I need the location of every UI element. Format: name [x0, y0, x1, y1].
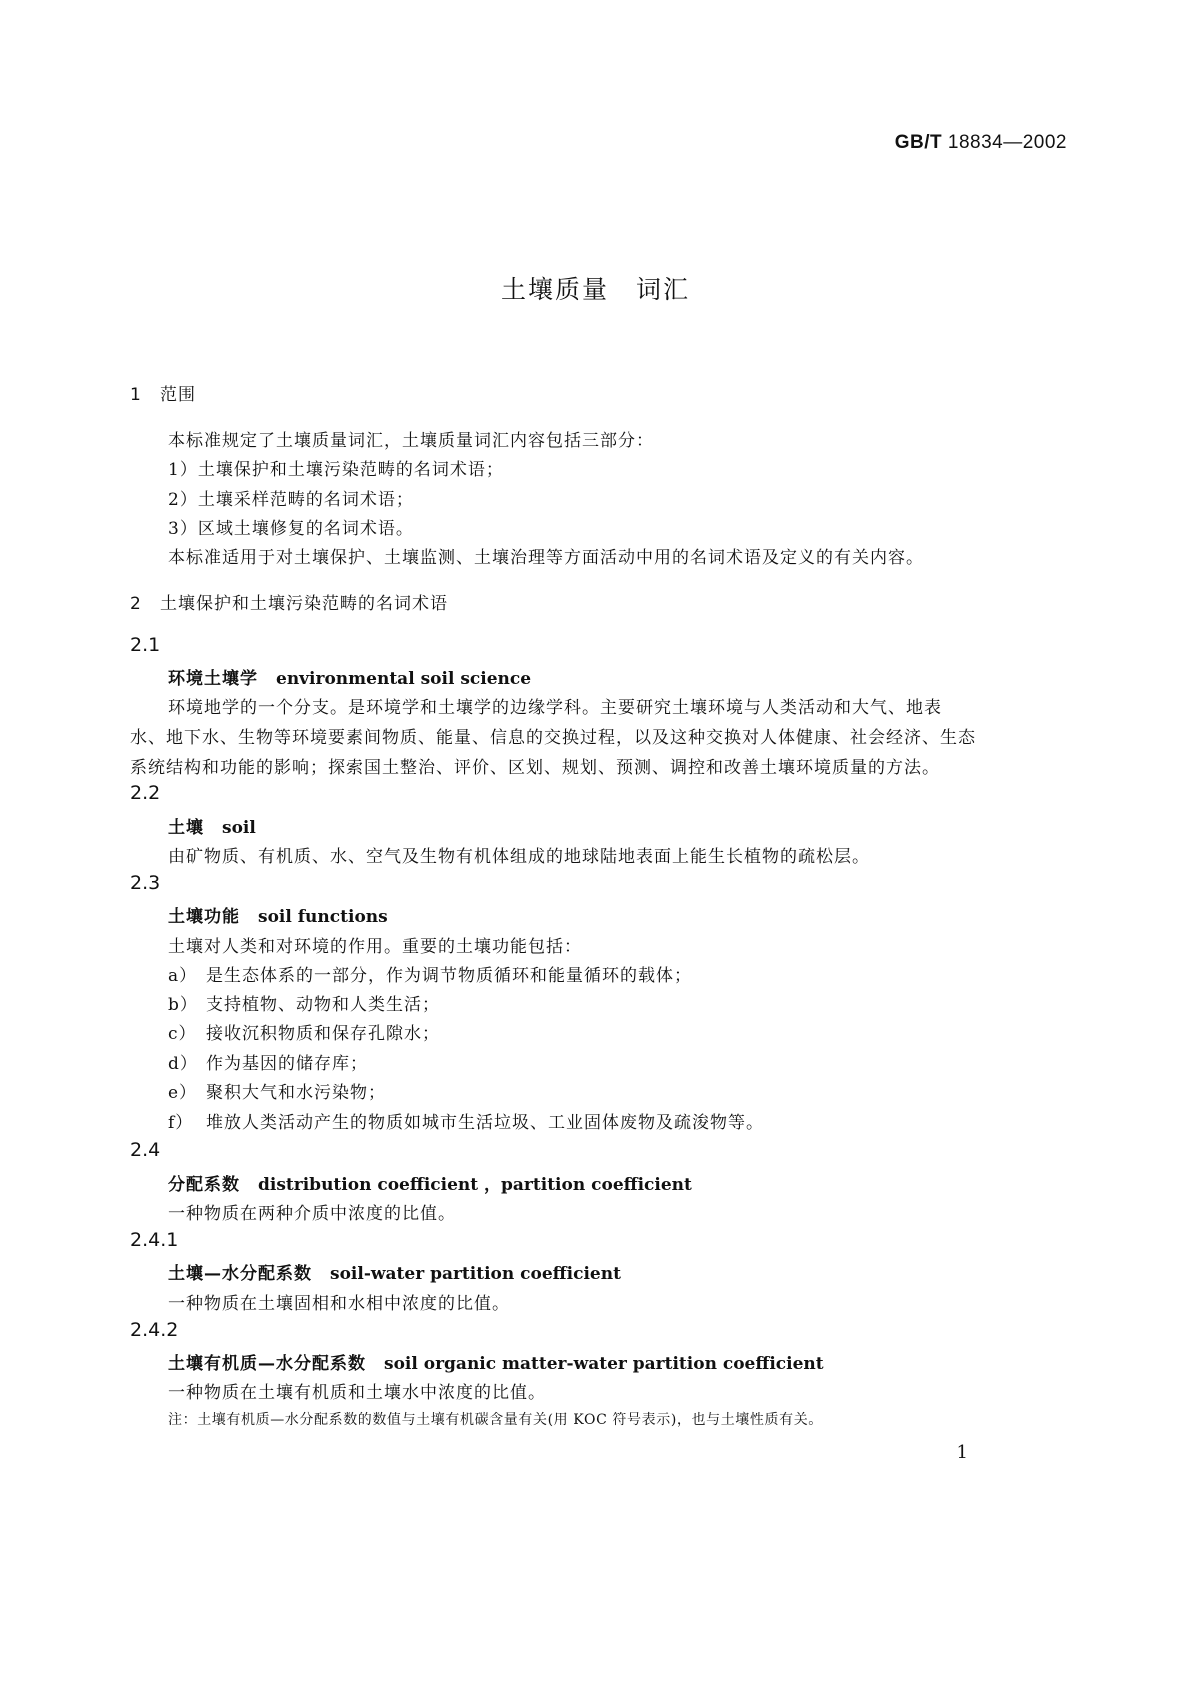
scope-item-3: 3）区域土壤修复的名词术语。: [168, 519, 414, 539]
list-item: c） 接收沉积物质和保存孔隙水；: [168, 1024, 440, 1044]
term-number: 2.2: [130, 782, 161, 804]
term-number: 2.4.2: [130, 1319, 179, 1341]
term-definition-line: 系统结构和功能的影响；探索国土整治、评价、区划、规划、预测、调控和改善土壤环境质量的方法。: [130, 758, 940, 778]
term-heading: 分配系数 distribution coefficient ，partition coefficient: [168, 1175, 692, 1195]
term-heading: 土壤功能 soil functions: [168, 907, 388, 927]
standard-number: GB/T 18834—2002: [894, 132, 1067, 153]
term-definition-line: 环境地学的一个分支。是环境学和土壤学的边缘学科。主要研究土壤环境与人类活动和大气、地表: [168, 698, 942, 718]
term-number: 2.3: [130, 872, 161, 894]
term-definition-line: 水、地下水、生物等环境要素间物质、能量、信息的交换过程，以及这种交换对人体健康、社会经济、生态: [130, 728, 976, 748]
term-heading: 环境土壤学 environmental soil science: [168, 669, 532, 689]
term-heading: 土壤有机质—水分配系数 soil organic matter-water partition coefficient: [168, 1354, 824, 1374]
scope-intro: 本标准规定了土壤质量词汇，土壤质量词汇内容包括三部分：: [168, 431, 654, 451]
section-1-heading: 1 范围: [130, 385, 196, 405]
term-definition: 一种物质在土壤有机质和土壤水中浓度的比值。: [168, 1383, 546, 1403]
scope-item-1: 1）土壤保护和土壤污染范畴的名词术语；: [168, 460, 504, 480]
list-item: d） 作为基因的储存库；: [168, 1054, 368, 1074]
term-number: 2.4: [130, 1139, 161, 1161]
page-number: 1: [956, 1442, 969, 1463]
section-2-heading: 2 土壤保护和土壤污染范畴的名词术语: [130, 594, 448, 614]
term-definition: 土壤对人类和对环境的作用。重要的土壤功能包括：: [168, 937, 582, 957]
term-heading: 土壤 soil: [168, 818, 256, 838]
term-definition: 一种物质在两种介质中浓度的比值。: [168, 1204, 456, 1224]
term-number: 2.1: [130, 634, 161, 656]
term-number: 2.4.1: [130, 1229, 179, 1251]
term-definition: 由矿物质、有机质、水、空气及生物有机体组成的地球陆地表面上能生长植物的疏松层。: [168, 847, 870, 867]
list-item: a） 是生态体系的一部分，作为调节物质循环和能量循环的载体；: [168, 966, 692, 986]
term-heading: 土壤—水分配系数 soil-water partition coefficient: [168, 1264, 621, 1284]
document-title: 土壤质量 词汇: [500, 275, 690, 304]
scope-item-2: 2）土壤采样范畴的名词术语；: [168, 490, 414, 510]
scope-applies: 本标准适用于对土壤保护、土壤监测、土壤治理等方面活动中用的名词术语及定义的有关内容。: [168, 548, 924, 568]
list-item: e） 聚积大气和水污染物；: [168, 1083, 386, 1103]
list-item: b） 支持植物、动物和人类生活；: [168, 995, 440, 1015]
list-item: f） 堆放人类活动产生的物质如城市生活垃圾、工业固体废物及疏浚物等。: [168, 1113, 764, 1133]
term-definition: 一种物质在土壤固相和水相中浓度的比值。: [168, 1294, 510, 1314]
note: 注：土壤有机质—水分配系数的数值与土壤有机碳含量有关(用 KOC 符号表示)，也与土壤性质有关。: [168, 1412, 823, 1428]
